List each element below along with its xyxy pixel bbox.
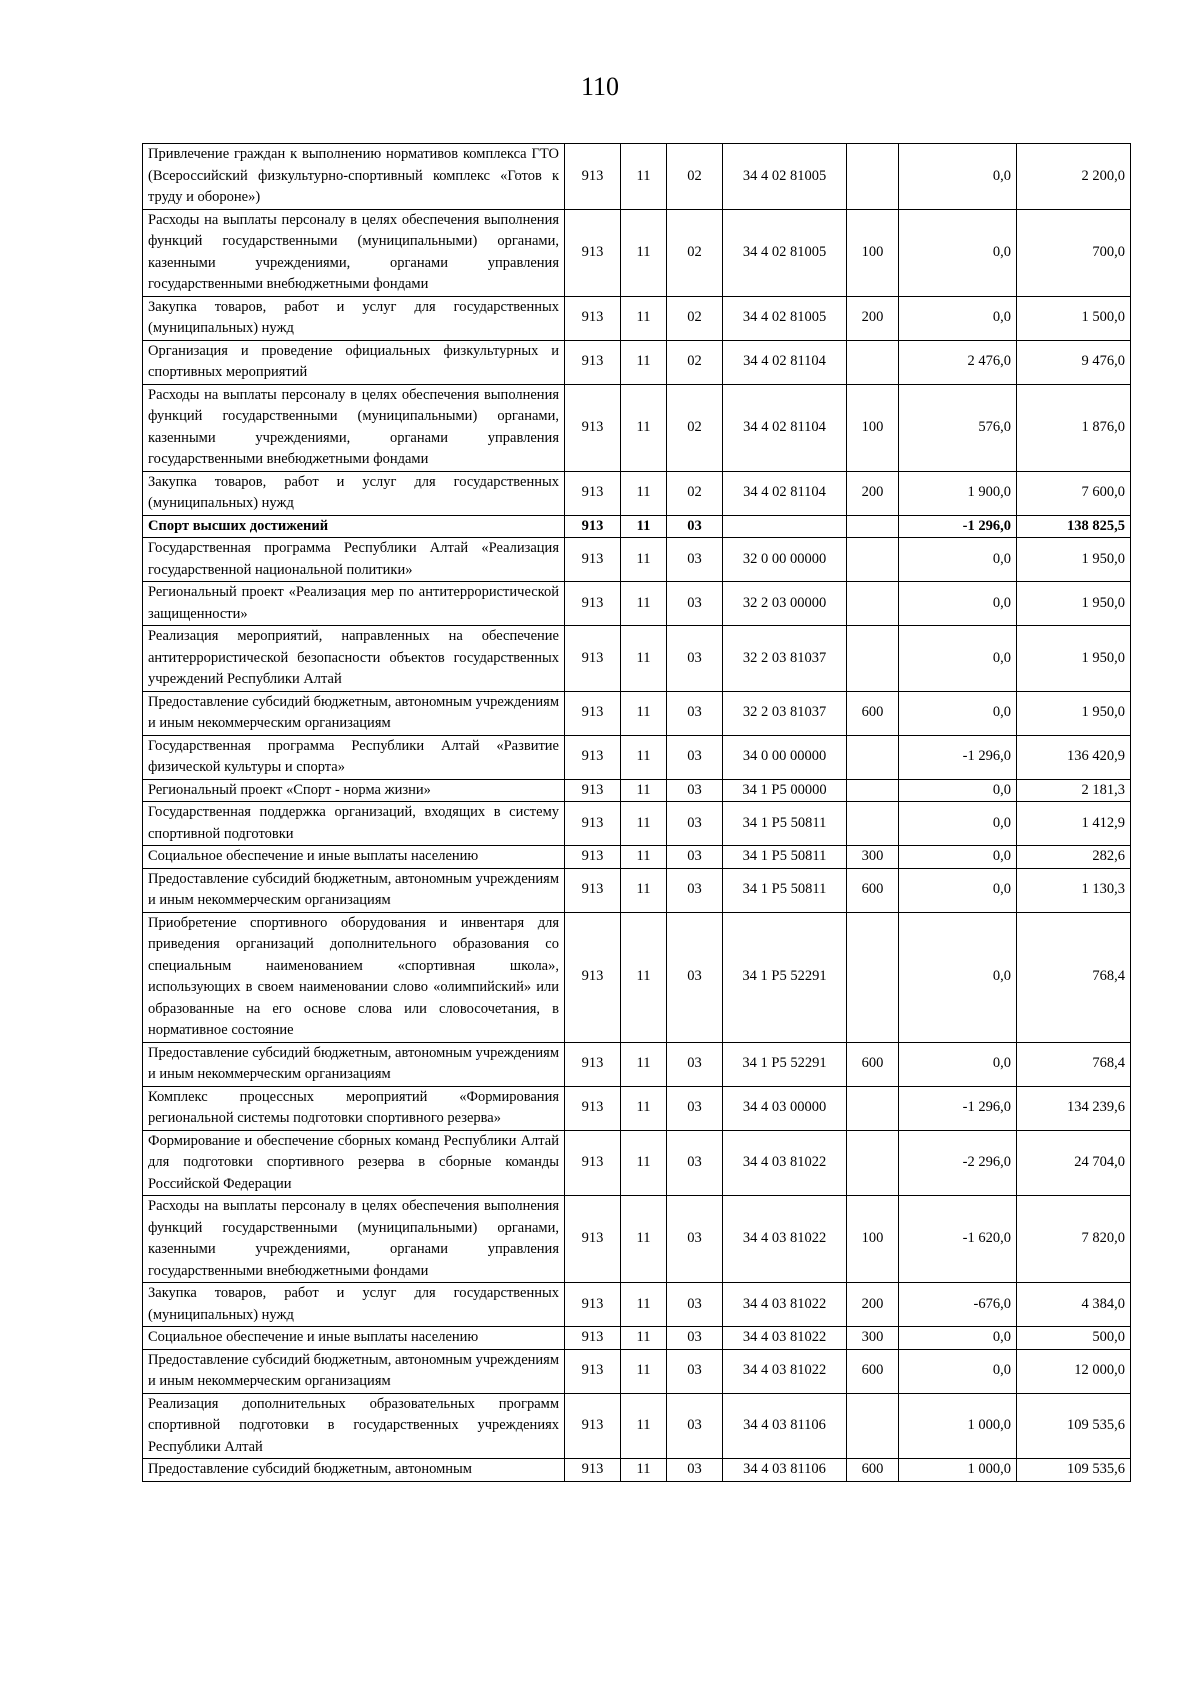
expense-type-code: 300 — [847, 1327, 899, 1350]
expense-type-code — [847, 802, 899, 846]
section-code: 11 — [621, 384, 667, 471]
total-amount: 282,6 — [1017, 846, 1131, 869]
expense-type-code: 600 — [847, 1459, 899, 1482]
subsection-code: 03 — [667, 912, 723, 1042]
expense-type-code: 600 — [847, 1349, 899, 1393]
expense-type-code — [847, 515, 899, 538]
target-article-code: 34 4 02 81005 — [723, 296, 847, 340]
target-article-code: 34 1 P5 50811 — [723, 846, 847, 869]
table-row — [143, 779, 1131, 802]
change-amount: -1 296,0 — [899, 515, 1017, 538]
total-amount: 2 181,3 — [1017, 779, 1131, 802]
section-code: 11 — [621, 296, 667, 340]
table-row — [143, 1283, 1131, 1327]
table-row — [143, 1130, 1131, 1196]
target-article-code: 34 1 P5 52291 — [723, 912, 847, 1042]
section-code: 11 — [621, 1327, 667, 1350]
change-amount: 0,0 — [899, 538, 1017, 582]
target-article-code: 32 2 03 81037 — [723, 691, 847, 735]
change-amount: 576,0 — [899, 384, 1017, 471]
row-name: Государственная программа Республики Алтай «Развитие физической культуры и спорта» — [143, 735, 565, 779]
subsection-code: 03 — [667, 1393, 723, 1459]
target-article-code: 34 1 P5 00000 — [723, 779, 847, 802]
total-amount: 4 384,0 — [1017, 1283, 1131, 1327]
expense-type-code: 200 — [847, 296, 899, 340]
change-amount: -1 296,0 — [899, 1086, 1017, 1130]
row-name: Расходы на выплаты персоналу в целях обеспечения выполнения функций государственными (муниципальными) органами, казенными учреждениями, органами управления государственными внебюджетными фондами — [143, 384, 565, 471]
ministry-code: 913 — [565, 582, 621, 626]
section-code: 11 — [621, 1283, 667, 1327]
row-name: Предоставление субсидий бюджетным, автономным учреждениям и иным некоммерческим организациям — [143, 1349, 565, 1393]
target-article-code: 32 2 03 00000 — [723, 582, 847, 626]
table-row — [143, 626, 1131, 692]
total-amount: 1 950,0 — [1017, 626, 1131, 692]
ministry-code: 913 — [565, 471, 621, 515]
total-amount: 7 600,0 — [1017, 471, 1131, 515]
table-row — [143, 384, 1131, 471]
ministry-code: 913 — [565, 846, 621, 869]
section-code: 11 — [621, 515, 667, 538]
subsection-code: 03 — [667, 846, 723, 869]
total-amount: 1 950,0 — [1017, 582, 1131, 626]
subsection-code: 02 — [667, 384, 723, 471]
subsection-code: 03 — [667, 1459, 723, 1482]
table-row — [143, 144, 1131, 210]
total-amount: 134 239,6 — [1017, 1086, 1131, 1130]
target-article-code: 34 0 00 00000 — [723, 735, 847, 779]
expense-type-code — [847, 735, 899, 779]
expense-type-code — [847, 340, 899, 384]
table-row — [143, 538, 1131, 582]
ministry-code: 913 — [565, 1086, 621, 1130]
ministry-code: 913 — [565, 144, 621, 210]
expense-type-code: 100 — [847, 384, 899, 471]
ministry-code: 913 — [565, 1283, 621, 1327]
change-amount: 0,0 — [899, 1042, 1017, 1086]
change-amount: 0,0 — [899, 912, 1017, 1042]
row-name: Государственная поддержка организаций, входящих в систему спортивной подготовки — [143, 802, 565, 846]
expense-type-code — [847, 779, 899, 802]
table-row — [143, 296, 1131, 340]
expense-type-code: 600 — [847, 868, 899, 912]
row-name: Приобретение спортивного оборудования и инвентаря для приведения организаций дополнительного образования со специальным наименованием «спортивная школа», использующих в своем наименовании слово «олимпийский» или образованные на его основе слова или словосочетания, в нормативное состояние — [143, 912, 565, 1042]
section-code: 11 — [621, 779, 667, 802]
target-article-code: 34 4 02 81104 — [723, 471, 847, 515]
subsection-code: 02 — [667, 296, 723, 340]
total-amount: 1 130,3 — [1017, 868, 1131, 912]
target-article-code: 34 4 02 81005 — [723, 144, 847, 210]
expense-type-code — [847, 626, 899, 692]
change-amount: 0,0 — [899, 296, 1017, 340]
subsection-code: 03 — [667, 1086, 723, 1130]
total-amount: 109 535,6 — [1017, 1393, 1131, 1459]
subsection-code: 03 — [667, 582, 723, 626]
change-amount: -1 620,0 — [899, 1196, 1017, 1283]
table-row — [143, 1196, 1131, 1283]
row-name: Закупка товаров, работ и услуг для государственных (муниципальных) нужд — [143, 1283, 565, 1327]
table-row — [143, 802, 1131, 846]
expense-type-code: 600 — [847, 1042, 899, 1086]
expense-type-code — [847, 1130, 899, 1196]
total-amount: 24 704,0 — [1017, 1130, 1131, 1196]
change-amount: 0,0 — [899, 1327, 1017, 1350]
subsection-code: 03 — [667, 1327, 723, 1350]
target-article-code: 34 4 02 81005 — [723, 209, 847, 296]
table-row — [143, 1042, 1131, 1086]
table-row — [143, 691, 1131, 735]
section-code: 11 — [621, 582, 667, 626]
subsection-code: 03 — [667, 626, 723, 692]
change-amount: 1 000,0 — [899, 1393, 1017, 1459]
section-code: 11 — [621, 1042, 667, 1086]
subsection-code: 03 — [667, 802, 723, 846]
section-code: 11 — [621, 1130, 667, 1196]
row-name: Реализация мероприятий, направленных на обеспечение антитеррористической безопасности объектов государственных учреждений Республики Алтай — [143, 626, 565, 692]
subsection-code: 03 — [667, 538, 723, 582]
section-code: 11 — [621, 1349, 667, 1393]
section-code: 11 — [621, 1459, 667, 1482]
section-code: 11 — [621, 1196, 667, 1283]
section-code: 11 — [621, 1393, 667, 1459]
subsection-code: 02 — [667, 340, 723, 384]
ministry-code: 913 — [565, 779, 621, 802]
target-article-code: 34 4 02 81104 — [723, 384, 847, 471]
page-number: 110 — [580, 72, 620, 101]
change-amount: -1 296,0 — [899, 735, 1017, 779]
target-article-code — [723, 515, 847, 538]
change-amount: 0,0 — [899, 846, 1017, 869]
table-row — [143, 209, 1131, 296]
total-amount: 700,0 — [1017, 209, 1131, 296]
ministry-code: 913 — [565, 515, 621, 538]
section-code: 11 — [621, 209, 667, 296]
target-article-code: 34 4 03 81106 — [723, 1459, 847, 1482]
section-code: 11 — [621, 868, 667, 912]
ministry-code: 913 — [565, 868, 621, 912]
section-code: 11 — [621, 340, 667, 384]
total-amount: 136 420,9 — [1017, 735, 1131, 779]
subsection-code: 03 — [667, 868, 723, 912]
total-amount: 7 820,0 — [1017, 1196, 1131, 1283]
expense-type-code — [847, 1086, 899, 1130]
section-code: 11 — [621, 144, 667, 210]
row-name: Закупка товаров, работ и услуг для государственных (муниципальных) нужд — [143, 471, 565, 515]
total-amount: 768,4 — [1017, 1042, 1131, 1086]
ministry-code: 913 — [565, 1327, 621, 1350]
target-article-code: 34 4 03 81106 — [723, 1393, 847, 1459]
subsection-code: 03 — [667, 1349, 723, 1393]
row-name: Закупка товаров, работ и услуг для государственных (муниципальных) нужд — [143, 296, 565, 340]
change-amount: 0,0 — [899, 691, 1017, 735]
ministry-code: 913 — [565, 912, 621, 1042]
table-row — [143, 735, 1131, 779]
section-code: 11 — [621, 538, 667, 582]
table-row — [143, 1349, 1131, 1393]
target-article-code: 34 4 02 81104 — [723, 340, 847, 384]
total-amount: 1 950,0 — [1017, 538, 1131, 582]
ministry-code: 913 — [565, 691, 621, 735]
ministry-code: 913 — [565, 626, 621, 692]
section-code: 11 — [621, 802, 667, 846]
expense-type-code — [847, 582, 899, 626]
total-amount: 1 876,0 — [1017, 384, 1131, 471]
total-amount: 768,4 — [1017, 912, 1131, 1042]
change-amount: 2 476,0 — [899, 340, 1017, 384]
expense-type-code — [847, 912, 899, 1042]
subsection-code: 03 — [667, 779, 723, 802]
table-row — [143, 1459, 1131, 1482]
section-code: 11 — [621, 735, 667, 779]
expense-type-code — [847, 538, 899, 582]
total-amount: 500,0 — [1017, 1327, 1131, 1350]
subsection-code: 03 — [667, 735, 723, 779]
row-name: Социальное обеспечение и иные выплаты населению — [143, 1327, 565, 1350]
expense-type-code — [847, 1393, 899, 1459]
expense-type-code: 600 — [847, 691, 899, 735]
target-article-code: 34 1 P5 50811 — [723, 802, 847, 846]
expense-type-code: 300 — [847, 846, 899, 869]
table-row — [143, 340, 1131, 384]
total-amount: 2 200,0 — [1017, 144, 1131, 210]
change-amount: 1 900,0 — [899, 471, 1017, 515]
table-row — [143, 1327, 1131, 1350]
change-amount: -2 296,0 — [899, 1130, 1017, 1196]
budget-table — [142, 143, 1131, 1482]
ministry-code: 913 — [565, 296, 621, 340]
row-name: Спорт высших достижений — [143, 515, 565, 538]
table-row — [143, 471, 1131, 515]
expense-type-code: 100 — [847, 1196, 899, 1283]
row-name: Реализация дополнительных образовательных программ спортивной подготовки в государственных учреждениях Республики Алтай — [143, 1393, 565, 1459]
ministry-code: 913 — [565, 1459, 621, 1482]
subsection-code: 03 — [667, 515, 723, 538]
total-amount: 138 825,5 — [1017, 515, 1131, 538]
ministry-code: 913 — [565, 384, 621, 471]
target-article-code: 34 1 P5 52291 — [723, 1042, 847, 1086]
row-name: Формирование и обеспечение сборных команд Республики Алтай для подготовки спортивного резерва в сборные команды Российской Федерации — [143, 1130, 565, 1196]
ministry-code: 913 — [565, 1349, 621, 1393]
table-row — [143, 912, 1131, 1042]
change-amount: 0,0 — [899, 779, 1017, 802]
expense-type-code: 200 — [847, 1283, 899, 1327]
section-code: 11 — [621, 626, 667, 692]
row-name: Региональный проект «Реализация мер по антитеррористической защищенности» — [143, 582, 565, 626]
section-code: 11 — [621, 1086, 667, 1130]
change-amount: 0,0 — [899, 209, 1017, 296]
change-amount: 0,0 — [899, 802, 1017, 846]
target-article-code: 34 4 03 00000 — [723, 1086, 847, 1130]
ministry-code: 913 — [565, 1196, 621, 1283]
ministry-code: 913 — [565, 1393, 621, 1459]
subsection-code: 03 — [667, 1130, 723, 1196]
ministry-code: 913 — [565, 802, 621, 846]
change-amount: -676,0 — [899, 1283, 1017, 1327]
section-code: 11 — [621, 912, 667, 1042]
table-row — [143, 582, 1131, 626]
row-name: Привлечение граждан к выполнению нормативов комплекса ГТО (Всероссийский физкультурно-спортивный комплекс «Готов к труду и обороне») — [143, 144, 565, 210]
row-name: Расходы на выплаты персоналу в целях обеспечения выполнения функций государственными (муниципальными) органами, казенными учреждениями, органами управления государственными внебюджетными фондами — [143, 1196, 565, 1283]
row-name: Организация и проведение официальных физкультурных и спортивных мероприятий — [143, 340, 565, 384]
subsection-code: 03 — [667, 1042, 723, 1086]
expense-type-code: 100 — [847, 209, 899, 296]
target-article-code: 32 0 00 00000 — [723, 538, 847, 582]
expense-type-code: 200 — [847, 471, 899, 515]
section-code: 11 — [621, 471, 667, 515]
target-article-code: 32 2 03 81037 — [723, 626, 847, 692]
target-article-code: 34 4 03 81022 — [723, 1327, 847, 1350]
row-name: Социальное обеспечение и иные выплаты населению — [143, 846, 565, 869]
budget-table-body — [143, 144, 1131, 1482]
section-code: 11 — [621, 691, 667, 735]
target-article-code: 34 4 03 81022 — [723, 1130, 847, 1196]
row-name: Региональный проект «Спорт - норма жизни» — [143, 779, 565, 802]
subsection-code: 03 — [667, 1283, 723, 1327]
row-name: Комплекс процессных мероприятий «Формирования региональной системы подготовки спортивного резерва» — [143, 1086, 565, 1130]
subsection-code: 03 — [667, 1196, 723, 1283]
row-name: Расходы на выплаты персоналу в целях обеспечения выполнения функций государственными (муниципальными) органами, казенными учреждениями, органами управления государственными внебюджетными фондами — [143, 209, 565, 296]
target-article-code: 34 1 P5 50811 — [723, 868, 847, 912]
subsection-code: 02 — [667, 144, 723, 210]
ministry-code: 913 — [565, 538, 621, 582]
section-code: 11 — [621, 846, 667, 869]
ministry-code: 913 — [565, 209, 621, 296]
expense-type-code — [847, 144, 899, 210]
row-name: Государственная программа Республики Алтай «Реализация государственной национальной политики» — [143, 538, 565, 582]
change-amount: 0,0 — [899, 144, 1017, 210]
row-name: Предоставление субсидий бюджетным, автономным учреждениям и иным некоммерческим организациям — [143, 1042, 565, 1086]
change-amount: 0,0 — [899, 582, 1017, 626]
table-row — [143, 846, 1131, 869]
table-row — [143, 1393, 1131, 1459]
change-amount: 0,0 — [899, 868, 1017, 912]
change-amount: 0,0 — [899, 1349, 1017, 1393]
ministry-code: 913 — [565, 1130, 621, 1196]
row-name: Предоставление субсидий бюджетным, автономным — [143, 1459, 565, 1482]
table-row — [143, 1086, 1131, 1130]
total-amount: 1 950,0 — [1017, 691, 1131, 735]
subsection-code: 03 — [667, 691, 723, 735]
change-amount: 0,0 — [899, 626, 1017, 692]
total-amount: 1 412,9 — [1017, 802, 1131, 846]
ministry-code: 913 — [565, 735, 621, 779]
target-article-code: 34 4 03 81022 — [723, 1196, 847, 1283]
row-name: Предоставление субсидий бюджетным, автономным учреждениям и иным некоммерческим организациям — [143, 868, 565, 912]
total-amount: 9 476,0 — [1017, 340, 1131, 384]
target-article-code: 34 4 03 81022 — [723, 1283, 847, 1327]
table-row — [143, 868, 1131, 912]
change-amount: 1 000,0 — [899, 1459, 1017, 1482]
table-row — [143, 515, 1131, 538]
ministry-code: 913 — [565, 340, 621, 384]
ministry-code: 913 — [565, 1042, 621, 1086]
row-name: Предоставление субсидий бюджетным, автономным учреждениям и иным некоммерческим организациям — [143, 691, 565, 735]
total-amount: 1 500,0 — [1017, 296, 1131, 340]
total-amount: 12 000,0 — [1017, 1349, 1131, 1393]
subsection-code: 02 — [667, 209, 723, 296]
subsection-code: 02 — [667, 471, 723, 515]
target-article-code: 34 4 03 81022 — [723, 1349, 847, 1393]
total-amount: 109 535,6 — [1017, 1459, 1131, 1482]
